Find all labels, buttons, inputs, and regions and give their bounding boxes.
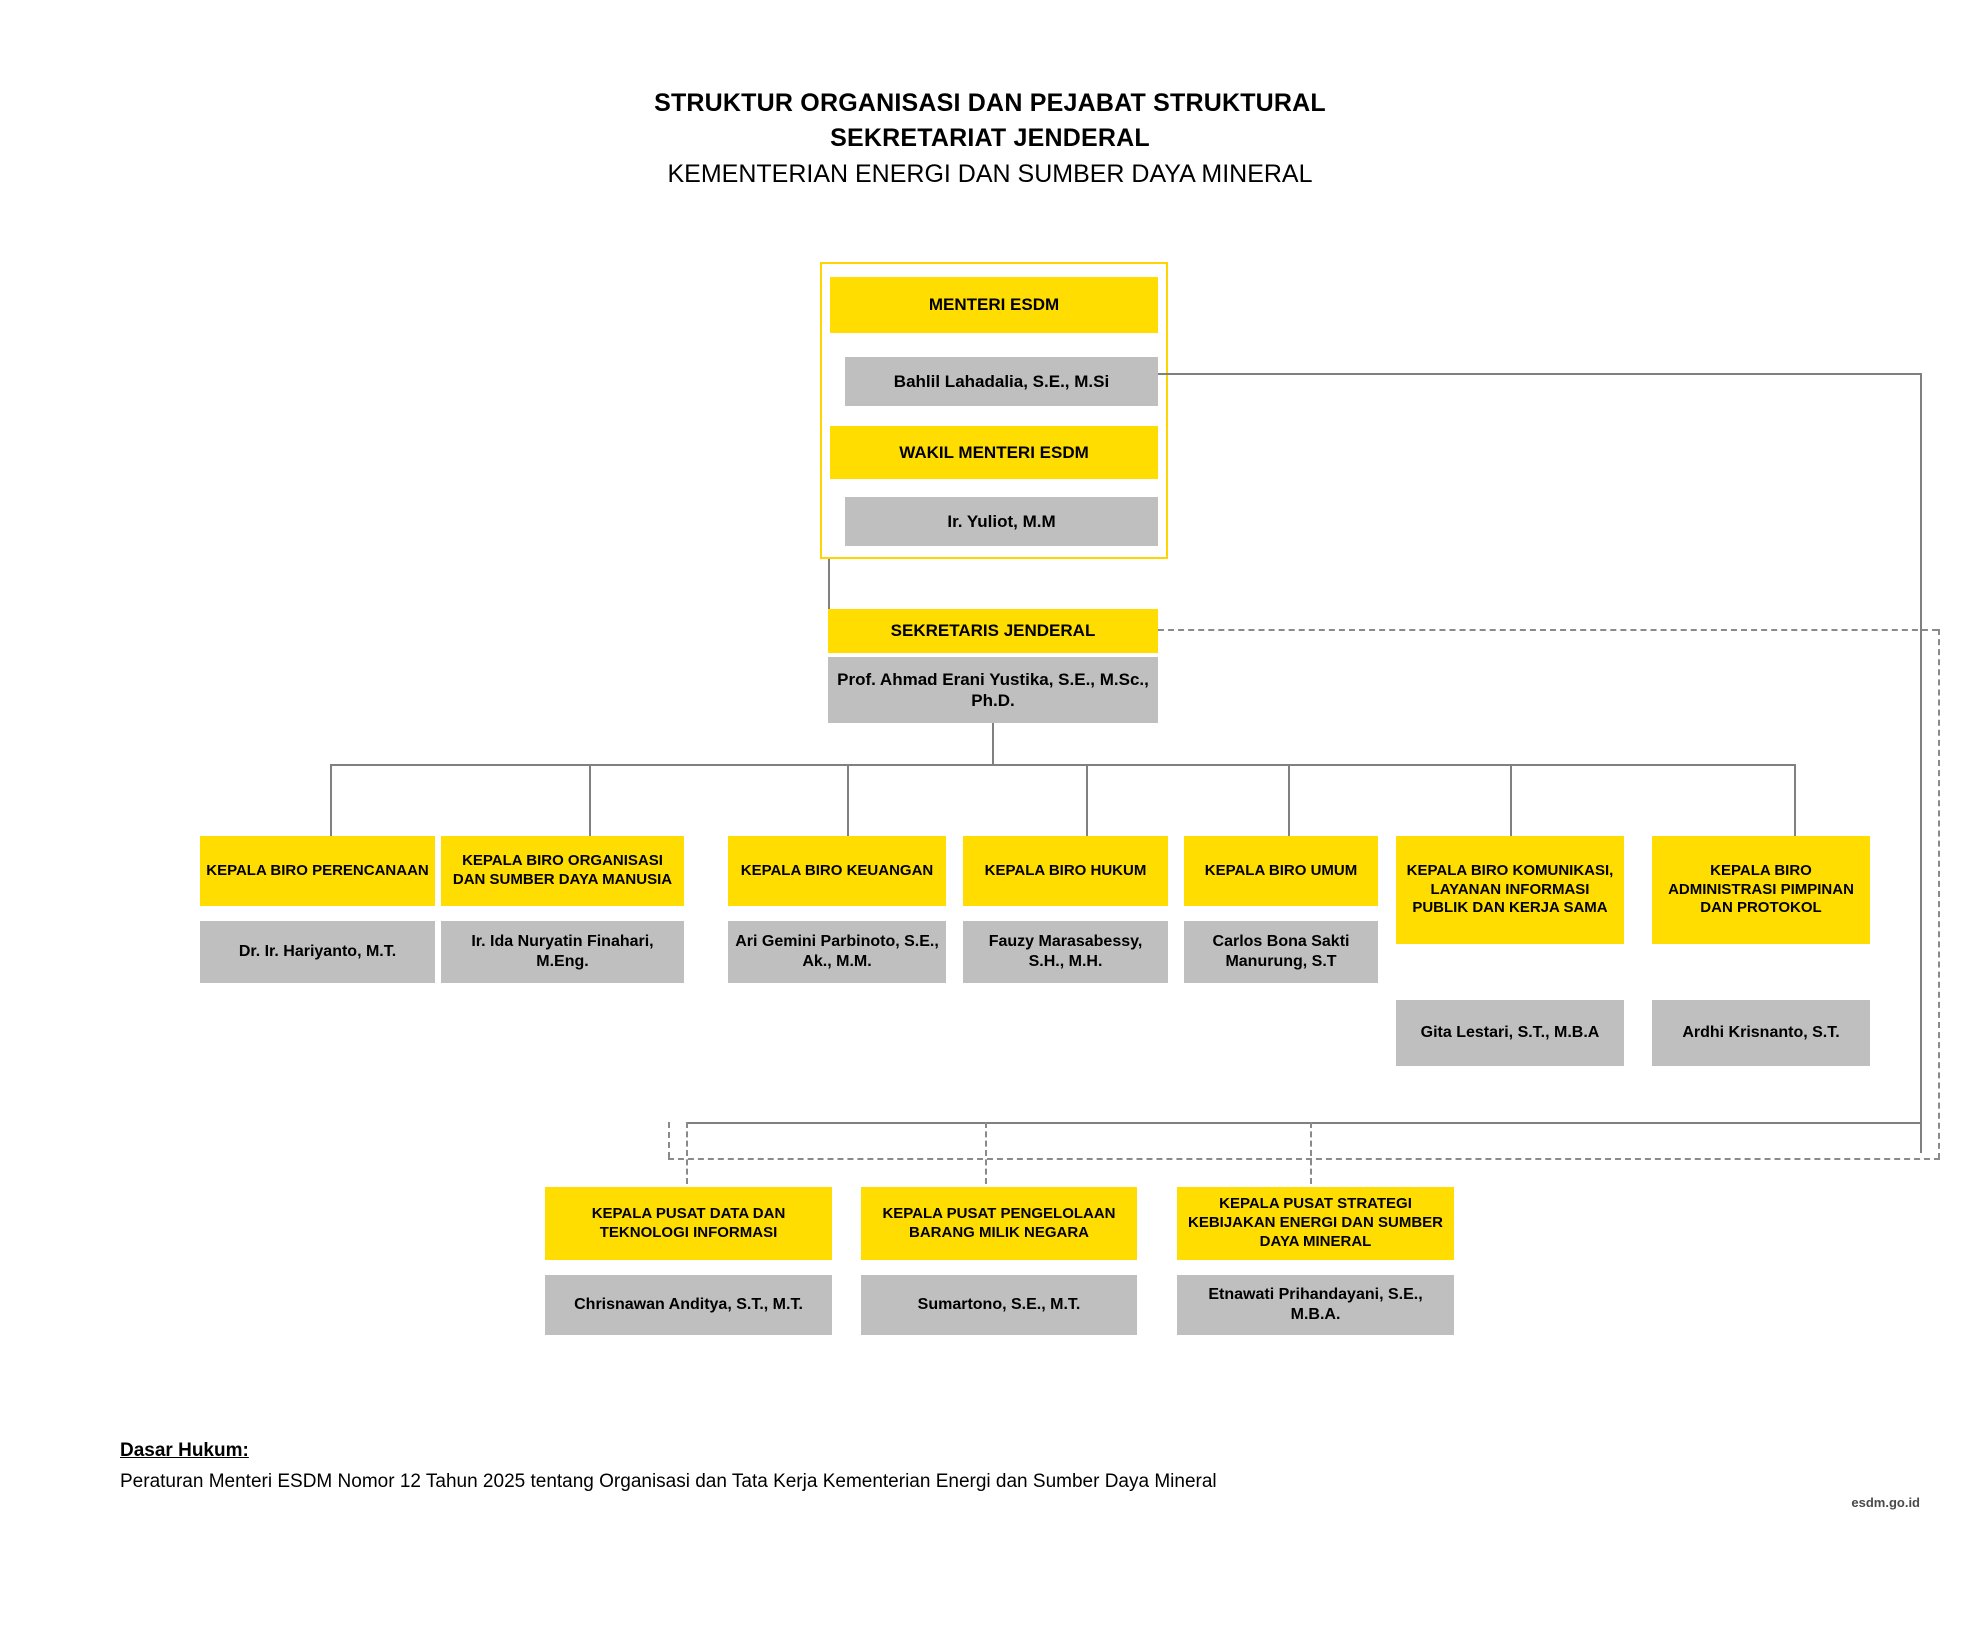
dashed-center-leg-left — [668, 1122, 670, 1158]
page-title — [0, 86, 1980, 193]
title-line-3: KEMENTERIAN ENERGI DAN SUMBER DAYA MINERAL — [667, 160, 1313, 188]
bureau-name-4[interactable]: Fauzy Marasabessy, S.H., M.H. — [963, 921, 1168, 983]
footer — [120, 1440, 1820, 1493]
bureau-leg-7 — [1794, 764, 1796, 836]
minister-position-box[interactable]: MENTERI ESDM — [830, 277, 1158, 333]
bureau-leg-2 — [589, 764, 591, 836]
center-name-2[interactable]: Sumartono, S.E., M.T. — [861, 1275, 1137, 1335]
title-line-1: STRUKTUR ORGANISASI DAN PEJABAT STRUKTURAL — [654, 89, 1326, 117]
bureau-position-4[interactable]: KEPALA BIRO HUKUM — [963, 836, 1168, 906]
dashed-sekjen-right — [1158, 629, 1938, 631]
site-credit: esdm.go.id — [1851, 1495, 1920, 1510]
center-name-1[interactable]: Chrisnawan Anditya, S.T., M.T. — [545, 1275, 832, 1335]
bureau-name-6[interactable]: Gita Lestari, S.T., M.B.A — [1396, 1000, 1624, 1066]
center-name-3[interactable]: Etnawati Prihandayani, S.E., M.B.A. — [1177, 1275, 1454, 1335]
centers-bus-bar — [686, 1122, 1922, 1124]
bureau-position-6[interactable]: KEPALA BIRO KOMUNIKASI, LAYANAN INFORMASI PUBLIK DAN KERJA SAMA — [1396, 836, 1624, 944]
bureau-position-3[interactable]: KEPALA BIRO KEUANGAN — [728, 836, 946, 906]
minister-name-box[interactable]: Bahlil Lahadalia, S.E., M.Si — [845, 357, 1158, 406]
sekretaris-jenderal-position-box[interactable]: SEKRETARIS JENDERAL — [828, 609, 1158, 653]
bureau-position-1[interactable]: KEPALA BIRO PERENCANAAN — [200, 836, 435, 906]
connector-top-to-sekjen — [828, 559, 830, 612]
bureau-position-7[interactable]: KEPALA BIRO ADMINISTRASI PIMPINAN DAN PROTOKOL — [1652, 836, 1870, 944]
bureau-name-2[interactable]: Ir. Ida Nuryatin Finahari, M.Eng. — [441, 921, 684, 983]
center-position-2[interactable]: KEPALA PUSAT PENGELOLAAN BARANG MILIK NEGARA — [861, 1187, 1137, 1260]
bureau-leg-3 — [847, 764, 849, 836]
legal-basis-text: Peraturan Menteri ESDM Nomor 12 Tahun 2025 tentang Organisasi dan Tata Kerja Kementerian Energi dan Sumber Daya Mineral — [120, 1471, 1217, 1492]
center-leg-2 — [985, 1122, 987, 1184]
bureau-bus-bar — [330, 764, 1796, 766]
dashed-right-vertical-2 — [1938, 629, 1940, 1159]
bureau-position-2[interactable]: KEPALA BIRO ORGANISASI DAN SUMBER DAYA MANUSIA — [441, 836, 684, 906]
bureau-position-5[interactable]: KEPALA BIRO UMUM — [1184, 836, 1378, 906]
title-line-2: SEKRETARIAT JENDERAL — [830, 123, 1150, 152]
bureau-name-5[interactable]: Carlos Bona Sakti Manurung, S.T — [1184, 921, 1378, 983]
center-leg-3 — [1310, 1122, 1312, 1184]
bureau-leg-1 — [330, 764, 332, 836]
dashed-centers-bus-bar — [668, 1158, 1940, 1160]
connector-sekjen-to-bus — [992, 723, 994, 765]
bureau-leg-5 — [1288, 764, 1290, 836]
bureau-leg-6 — [1510, 764, 1512, 836]
legal-basis-title: Dasar Hukum: — [120, 1440, 249, 1461]
dashed-far-right-vertical — [1920, 373, 1922, 1153]
bureau-name-3[interactable]: Ari Gemini Parbinoto, S.E., Ak., M.M. — [728, 921, 946, 983]
bureau-name-1[interactable]: Dr. Ir. Hariyanto, M.T. — [200, 921, 435, 983]
center-position-3[interactable]: KEPALA PUSAT STRATEGI KEBIJAKAN ENERGI DAN SUMBER DAYA MINERAL — [1177, 1187, 1454, 1260]
center-leg-1 — [686, 1122, 688, 1184]
bureau-leg-4 — [1086, 764, 1088, 836]
bureau-name-7[interactable]: Ardhi Krisnanto, S.T. — [1652, 1000, 1870, 1066]
center-position-1[interactable]: KEPALA PUSAT DATA DAN TEKNOLOGI INFORMASI — [545, 1187, 832, 1260]
dashed-minister-right — [1158, 373, 1922, 375]
vice-minister-position-box[interactable]: WAKIL MENTERI ESDM — [830, 426, 1158, 479]
vice-minister-name-box[interactable]: Ir. Yuliot, M.M — [845, 497, 1158, 546]
sekretaris-jenderal-name-box[interactable]: Prof. Ahmad Erani Yustika, S.E., M.Sc., Ph.D. — [828, 657, 1158, 723]
